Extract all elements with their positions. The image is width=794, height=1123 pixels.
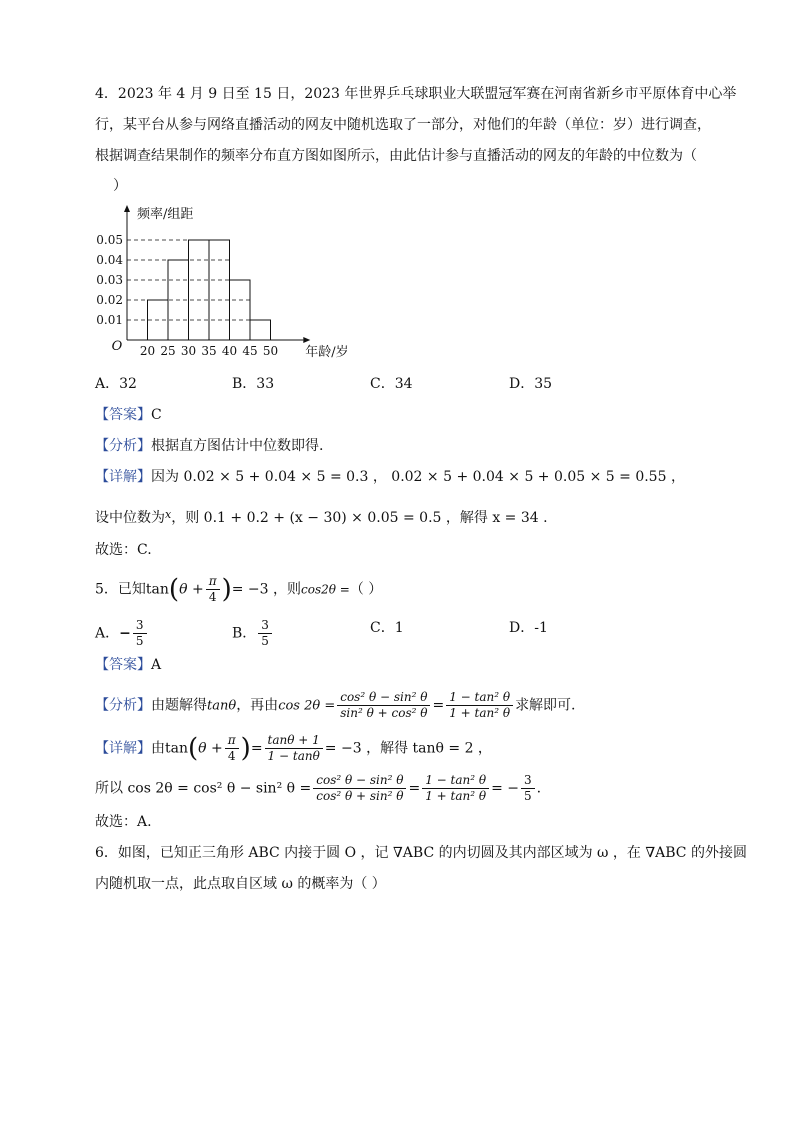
q4-detail-line2	[95, 505, 548, 528]
y-tick-label-0: 0.01	[96, 313, 123, 327]
analysis-tag: 【分析】	[95, 697, 151, 714]
detail2-fraction-2	[422, 773, 489, 804]
bar-4	[230, 280, 251, 340]
q5-tan: tan	[145, 581, 169, 598]
q4-stem-line4: ）	[113, 178, 127, 194]
paren-left: (	[168, 574, 180, 605]
q4-analysis	[95, 436, 323, 456]
equals-minus: = −	[491, 780, 519, 797]
paren-left: (	[188, 733, 199, 764]
x-tick-label-2: 30	[180, 344, 197, 358]
detail2-fraction-3	[521, 773, 535, 804]
option-label: B．	[232, 625, 257, 642]
detail2-text-c: ，则 0.1 + 0.2 + (x − 30) × 0.05 = 0.5 ，解得 x = 34 .	[171, 510, 548, 526]
answer-value: A	[151, 657, 162, 673]
frac-den: sin² θ + cos² θ	[340, 706, 428, 720]
analysis-tag: 【分析】	[95, 438, 151, 454]
detail-text: 因为 0.02 × 5 + 0.04 × 5 = 0.3 ， 0.02 × 5 + 0.04 × 5 + 0.05 × 5 = 0.55 ，	[151, 469, 685, 485]
detail-text-a: 由	[151, 740, 165, 757]
option-fraction	[133, 618, 147, 649]
y-tick-label-4: 0.05	[96, 233, 123, 247]
q4-stem-line1: 4．2023 年 4 月 9 日至 15 日，2023 年世界乒乓球职业大联盟冠军赛在河南省新乡市平原体育中心举	[95, 86, 737, 102]
q5-option-b	[232, 618, 274, 649]
analysis-text: 根据直方图估计中位数即得.	[151, 438, 324, 454]
frequency-histogram	[96, 200, 360, 365]
frac-num: cos² θ − sin² θ	[337, 690, 430, 706]
q5-theta: θ +	[179, 581, 204, 598]
q5-analysis	[95, 690, 576, 721]
q4-stem-line3: 根据调查结果制作的频率分布直方图如图所示，由此估计参与直播活动的网友的年龄的中位数为（	[95, 148, 697, 164]
period: .	[536, 780, 542, 797]
detail2-text-a: 所以 cos 2θ = cos² θ − sin² θ =	[95, 780, 312, 797]
analysis-fraction-1	[337, 690, 430, 721]
frac-den: 1 + tan² θ	[449, 706, 511, 720]
detail-theta: θ +	[198, 740, 223, 757]
frac-num: 3	[258, 618, 272, 634]
q5-detail-line1	[95, 733, 492, 764]
q4-detail-line1	[95, 467, 685, 487]
q4-option-a: A．32	[95, 376, 137, 392]
q5-stem	[95, 574, 382, 605]
analysis-cos: cos 2θ =	[278, 698, 336, 714]
q4-stem-line2: 行，某平台从参与网络直播活动的网友中随机选取了一部分，对他们的年龄（单位：岁）进行调查，	[95, 117, 711, 133]
q5-option-a	[95, 618, 149, 649]
frac-den: 4	[227, 749, 236, 763]
x-tick-label-4: 40	[221, 344, 238, 358]
y-axis-label: 频率/组距	[137, 207, 194, 222]
paren-right: )	[240, 733, 251, 764]
detail-tag: 【详解】	[95, 469, 151, 485]
analysis-text-c: 求解即可.	[515, 697, 576, 714]
frac-den: 5	[261, 634, 269, 648]
y-axis-arrow	[124, 205, 130, 212]
answer-tag: 【答案】	[95, 657, 151, 673]
origin-label: O	[111, 339, 123, 354]
frac-num: 3	[133, 618, 147, 634]
option-label: A．	[95, 625, 120, 642]
frac-den: cos² θ + sin² θ	[316, 789, 404, 803]
frac-num: tanθ + 1	[265, 733, 323, 749]
frac-den: 1 + tan² θ	[425, 789, 487, 803]
detail-tag: 【详解】	[95, 740, 151, 757]
q5-option-d: D．-1	[509, 620, 548, 636]
frac-den: 1 − tanθ	[267, 749, 320, 763]
y-tick-label-2: 0.03	[96, 273, 123, 287]
median-variable: x	[165, 508, 172, 521]
frac-num: 1 − tan² θ	[446, 690, 513, 706]
equals: =	[250, 740, 263, 757]
x-tick-label-6: 50	[262, 344, 279, 358]
minus-sign: −	[119, 625, 131, 642]
bar-3	[209, 240, 230, 340]
frac-num: 1 − tan² θ	[422, 773, 489, 789]
q5-stem-prefix: 5．已知	[95, 581, 146, 598]
bar-5	[250, 320, 271, 340]
frac-num: π	[225, 733, 239, 749]
answer-tag: 【答案】	[95, 407, 151, 423]
option-fraction	[258, 618, 272, 649]
q4-option-b: B．33	[232, 376, 275, 392]
q5-cos2theta: cos2θ =	[301, 582, 350, 597]
q5-answer	[95, 655, 161, 675]
x-tick-label-0: 20	[139, 344, 156, 358]
answer-value: C	[151, 407, 162, 423]
q5-detail-line2	[95, 773, 541, 804]
frac-den: 5	[135, 634, 144, 648]
detail-fraction	[265, 733, 323, 764]
analysis-text-a: 由题解得	[151, 697, 207, 714]
x-tick-label-5: 45	[242, 344, 258, 358]
q4-conclusion: 故选：C.	[95, 542, 152, 558]
q4-option-c: C．34	[370, 376, 413, 392]
frac-num: π	[206, 574, 220, 590]
detail2-fraction-1	[313, 773, 406, 804]
q5-option-c: C．1	[370, 620, 404, 636]
y-tick-label-1: 0.02	[96, 293, 123, 307]
q6-stem-line2: 内随机取一点，此点取自区域 ω 的概率为（ ）	[95, 876, 386, 892]
detail-text-b: = −3 ，解得 tanθ = 2 ，	[324, 740, 492, 757]
q4-answer	[95, 405, 162, 425]
x-axis-label: 年龄/岁	[305, 345, 349, 360]
detail-tan: tan	[165, 740, 188, 757]
y-tick-label-3: 0.04	[96, 253, 123, 267]
q4-option-d: D．35	[509, 376, 553, 392]
frac-den: 5	[524, 789, 532, 803]
pi-over-4	[225, 733, 239, 764]
pi-over-4	[206, 574, 220, 605]
x-axis-arrow	[303, 337, 310, 343]
equals: =	[432, 697, 445, 714]
x-tick-label-1: 25	[160, 344, 176, 358]
x-tick-label-3: 35	[201, 344, 217, 358]
q5-conclusion: 故选：A.	[95, 814, 152, 830]
bar-2	[189, 240, 210, 340]
analysis-fraction-2	[446, 690, 513, 721]
frac-num: cos² θ − sin² θ	[313, 773, 406, 789]
detail2-text-a: 设中位数为	[95, 510, 165, 526]
q5-stem-paren: （ ）	[349, 581, 383, 598]
frac-den: 4	[208, 590, 217, 604]
paren-right: )	[221, 574, 232, 605]
frac-num: 3	[521, 773, 535, 789]
analysis-tan: tanθ	[207, 698, 237, 714]
analysis-text-b: ，再由	[236, 697, 279, 714]
q6-stem-line1: 6．如图，已知正三角形 ABC 内接于圆 O ，记 ∇ABC 的内切圆及其内部区域为 ω ，在 ∇ABC 的外接圆	[95, 845, 747, 861]
equals: =	[408, 780, 421, 797]
q5-stem-eq: = −3 ，则	[231, 581, 302, 598]
